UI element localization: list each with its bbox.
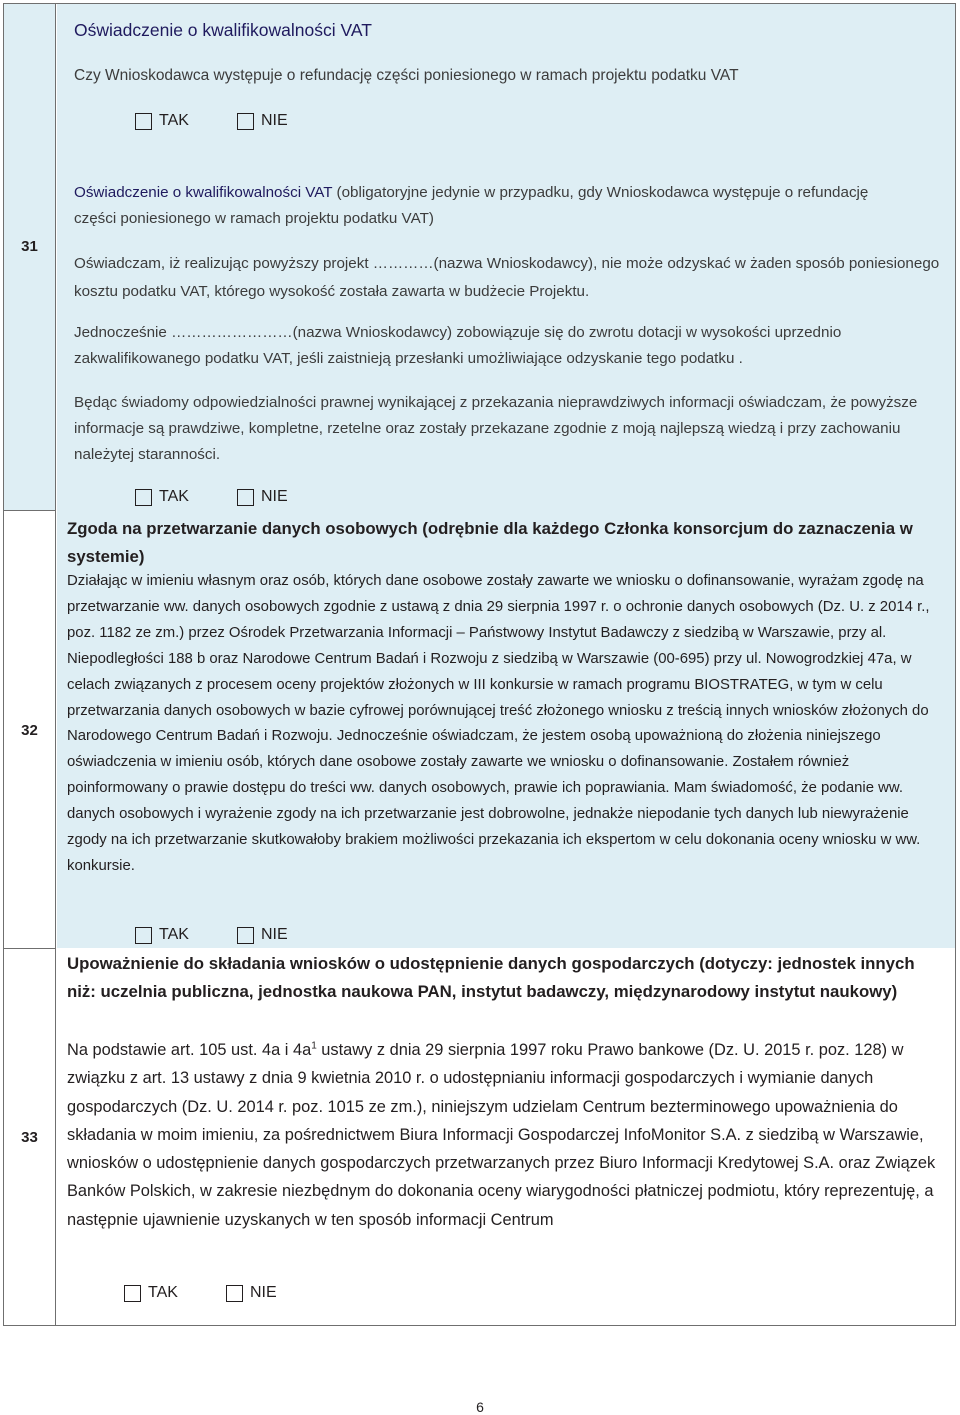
vat-question: Czy Wnioskodawca występuje o refundację części poniesionego w ramach projektu podatku VAT: [74, 67, 739, 84]
vat-section-title: Oświadczenie o kwalifikowalności VAT: [74, 20, 372, 40]
checkbox-label: NIE: [249, 1284, 277, 1301]
economic-data-answer-group: [124, 1284, 277, 1302]
authorization-body-end: ustawy z dnia 29 sierpnia 1997 roku Prawo bankowe (Dz. U. 2015 r. poz. 128) w związku z art. 13 ustawy z dnia 9 kwietnia 2010 r. o udostępnianiu informacji gospodarczych i wymianie danych gospodarczych (Dz. U. 2014 r. poz. 1015 ze zm.), niniejszym udzielam Centrum bezterminowego upoważnienia do składania w moim imieniu, za pośrednictwem Biura Informacji Gospodarczej InfoMonitor S.A. z siedzibą w Warszawie, wniosków o udostępnienie danych gospodarczych przetwarzanych przez Biuro Informacji Kredytowej S.A. oraz Związek Banków Polskich, w zakresie niezbędnym do dokonania oceny wiarygodności płatniczej podmiotu, który reprezentuję, a następnie ujawnienie uzyskanych w ten sposób informacji Centrum: [67, 1041, 936, 1229]
row-divider: [3, 948, 56, 949]
vat-yes-checkbox[interactable]: [135, 113, 152, 130]
vat-answer-group: [135, 112, 288, 130]
checkbox-label: TAK: [148, 1284, 178, 1301]
checkbox-label: NIE: [260, 488, 288, 505]
personal-data-answer-group: [135, 926, 288, 944]
vat-paragraph-1-end: …………(nazwa Wnioskodawcy), nie może odzyskać w żaden sposób poniesionego kosztu podatku VAT, którego wysokość została zawarta w budżecie Projektu.: [74, 255, 940, 300]
personal-data-yes-checkbox[interactable]: [135, 927, 152, 944]
economic-data-authorization-title: Upoważnienie do składania wniosków o udostępnienie danych gospodarczych (dotyczy: jednostek innych niż: uczelnia publiczna, jednostka naukowa PAN, instytut badawczy, międzynarodowy instytut naukowy): [67, 954, 915, 1001]
vat-no-checkbox[interactable]: [237, 113, 254, 130]
row-31-number-cell: [4, 4, 55, 510]
row-number: 32: [21, 722, 38, 739]
authorization-superscript: 1: [311, 1040, 317, 1052]
authorization-body-start: Na podstawie art. 105 ust. 4a i 4a: [67, 1041, 312, 1059]
vat-statement-yes-checkbox[interactable]: [135, 489, 152, 506]
vat-statement-rest: (obligatoryjne jedynie w przypadku, gdy Wnioskodawca występuje o refundację części poniesionego w ramach projektu podatku VAT): [74, 184, 869, 227]
vat-statement-no-checkbox[interactable]: [237, 489, 254, 506]
checkbox-label: TAK: [159, 926, 189, 943]
checkbox-label: NIE: [260, 112, 288, 129]
row-divider: [3, 510, 56, 511]
checkbox-label: TAK: [159, 488, 189, 505]
checkbox-label: NIE: [260, 926, 288, 943]
personal-data-no-checkbox[interactable]: [237, 927, 254, 944]
vat-paragraph-3: Będąc świadomy odpowiedzialności prawnej wynikającej z przekazania nieprawdziwych informacji oświadczam, że powyższe informacje są prawdziwe, kompletne, rzetelne oraz zostały przekazane zgodnie z moją najlepszą wiedzą i przy zachowaniu należytej staranności.: [74, 394, 918, 463]
vat-paragraph-1: [74, 250, 944, 306]
economic-data-authorization-body: [67, 1036, 943, 1234]
economic-data-no-checkbox[interactable]: [226, 1285, 243, 1302]
checkbox-label: TAK: [159, 112, 189, 129]
personal-data-consent-body: Działając w imieniu własnym oraz osób, których dane osobowe zostały zawarte we wniosku o dofinansowanie, wyrażam zgodę na przetwarzanie ww. danych osobowych zgodnie z ustawą z dnia 29 sierpnia 1997 r. o ochronie danych osobowych (Dz. U. z 2014 r., poz. 1182 ze zm.) przez Ośrodek Przetwarzania Informacji – Państwowy Instytut Badawczy z siedzibą w Warszawie, przy al. Niepodległości 188 b oraz Narodowe Centrum Badań i Rozwoju z siedzibą w Warszawie (00-695) przy ul. Nowogrodzkiej 47a, w celach związanych z procesem oceny projektów złożonych w III konkursie w ramach programu BIOSTRATEG, w tym w celu przetwarzania danych osobowych w bazie cyfrowej porównującej treść złożonego wniosku z treścią innych wniosków złożonych do Narodowego Centrum Badań i Rozwoju. Jednocześnie oświadczam, że jestem osobą upoważnioną do złożenia niniejszego oświadczenia w imieniu osób, których dane osobowe zostały zawarte we wniosku o dofinansowanie. Zostałem również poinformowany o prawie dostępu do treści ww. danych osobowych, prawie ich poprawiania. Mam świadomość, że podanie ww. danych osobowych i wyrażenie zgody na ich przetwarzanie jest dobrowolne, jednakże niepodanie tych danych lub niewyrażenie zgody na ich przetwarzanie skutkowałoby brakiem możliwości przekazania ich ekspertom w celu dokonania oceny wniosku w ww. konkursie.: [67, 573, 930, 874]
vat-statement-bold: Oświadczenie o kwalifikowalności VAT: [74, 184, 333, 201]
vat-statement-answer-group: [135, 488, 288, 506]
row-number: 33: [21, 1129, 38, 1146]
vat-paragraph-1-start: Oświadczam, iż realizując powyższy projekt: [74, 255, 373, 272]
page-number: 6: [476, 1399, 484, 1415]
vat-statement: [74, 180, 906, 232]
vat-paragraph-2: Jednocześnie ……………………(nazwa Wnioskodawcy) zobowiązuje się do zwrotu dotacji w wysokości uprzednio zakwalifikowanego podatku VAT, jeśli zaistnieją przesłanki umożliwiające odzyskanie tego podatku .: [74, 324, 842, 367]
personal-data-consent-title: Zgoda na przetwarzanie danych osobowych (odrębnie dla każdego Członka konsorcjum do zaznaczenia w systemie): [67, 519, 913, 566]
row-number: 31: [21, 238, 38, 255]
economic-data-yes-checkbox[interactable]: [124, 1285, 141, 1302]
